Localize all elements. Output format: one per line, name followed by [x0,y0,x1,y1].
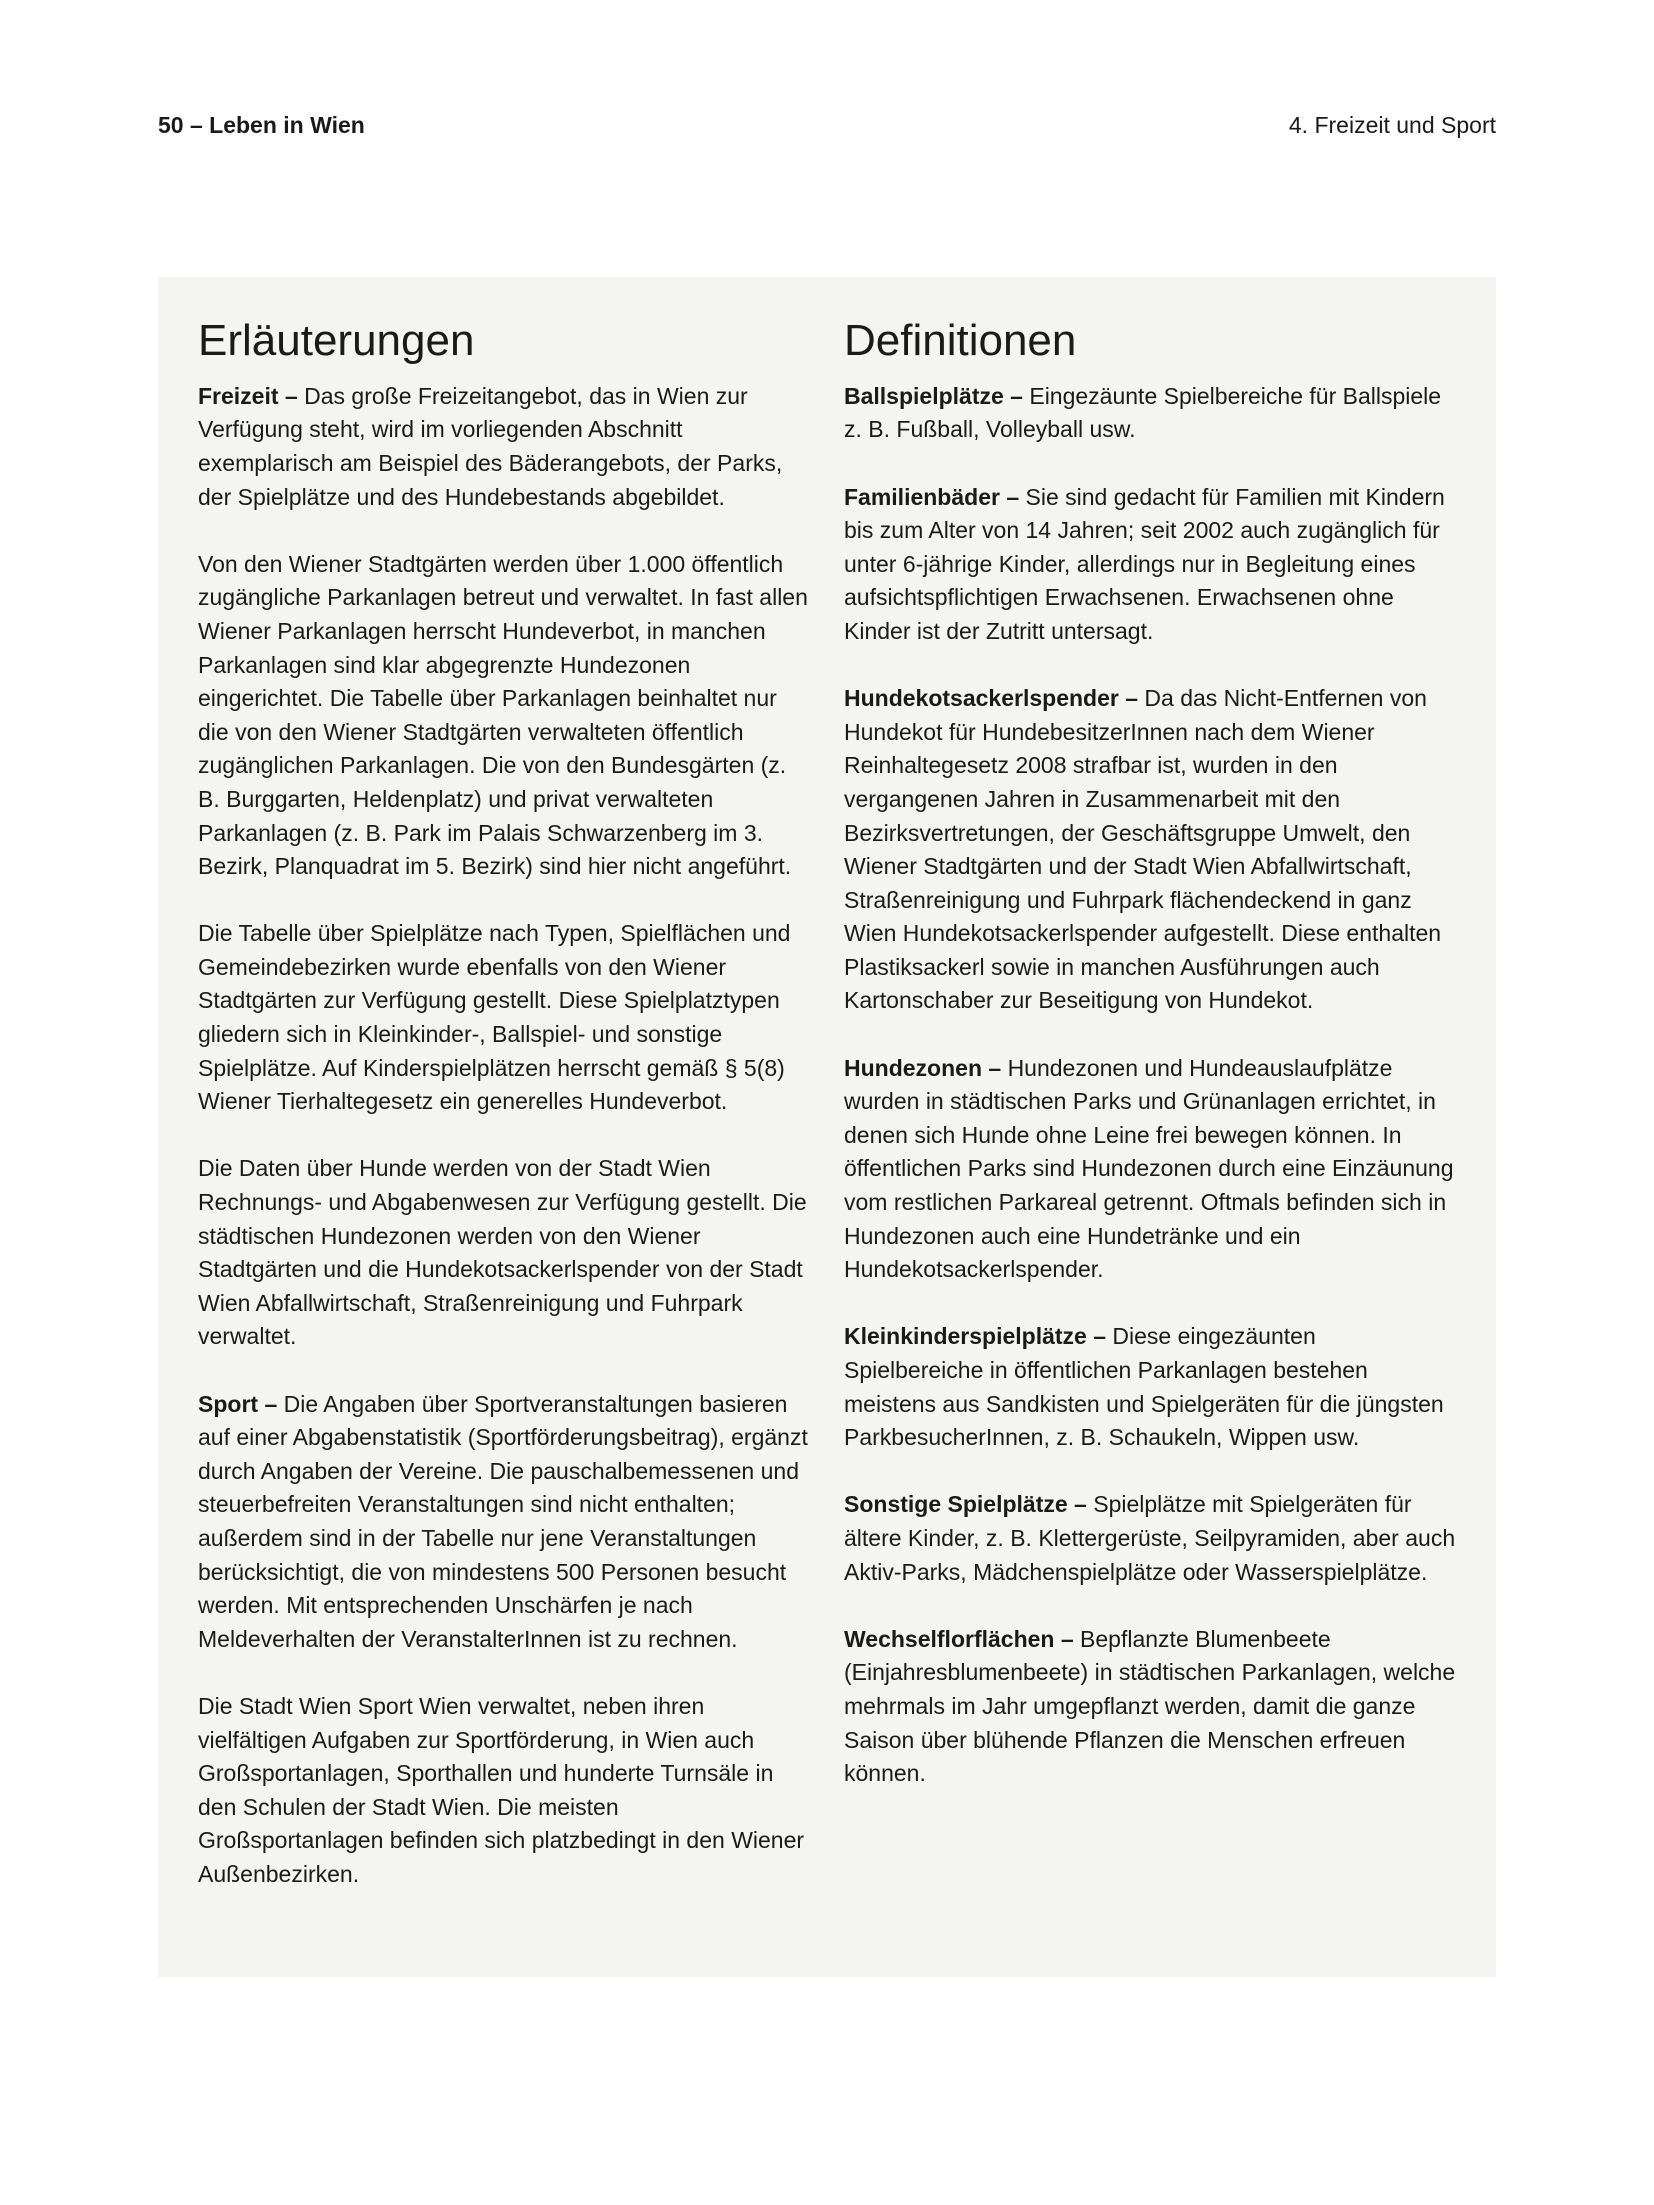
definition-term: Hundezonen – [844,1054,1008,1081]
paragraph [198,380,810,514]
paragraph-text: Das große Freizeitangebot, das in Wien zur Verfügung steht, wird im vorliegenden Abschnitt exemplarisch am Beispiel des Bäderangebots, der Parks, der Spielplätze und des Hundebestands abgebildet. [198,382,783,510]
definition [844,380,1456,447]
term: Freizeit – [198,382,305,409]
paragraph-text: Die Tabelle über Spielplätze nach Typen, Spielflächen und Gemeindebezirken wurde ebenfalls von den Wiener Stadtgärten zur Verfügung gestellt. Diese Spielplatztypen gliedern sich in Kleinkinder-, Ballspiel- und sonstige Spielplätze. Auf Kinderspielplätzen herrscht gemäß § 5(8) Wiener Tierhaltegesetz ein generelles Hundeverbot. [198,920,791,1115]
paragraph-text: Die Angaben über Sportveranstaltungen basieren auf einer Abgabenstatistik (Sportförderungsbeitrag), ergänzt durch Angaben der Vereine. Die pauschalbemessenen und steuerbefreiten Veranstaltungen sind nicht enthalten; außerdem sind in der Tabelle nur jene Veranstaltungen berücksichtigt, die von mindestens 500 Personen besucht werden. Mit entsprechenden Unschärfen je nach Meldeverhalten der VeranstalterInnen ist zu rechnen. [198,1390,808,1652]
explanations-column [198,315,810,1977]
definitions-column [844,315,1456,1977]
paragraph-text: Die Daten über Hunde werden von der Stadt Wien Rechnungs- und Abgabenwesen zur Verfügung gestellt. Die städtischen Hundezonen werden von den Wiener Stadtgärten und die Hundekotsackerlspender von der Stadt Wien Abfallwirtschaft, Straßenreinigung und Fuhrpark verwaltet. [198,1155,807,1350]
definition [844,481,1456,649]
definition-text: Hundezonen und Hundeauslaufplätze wurden in städtischen Parks und Grünanlagen errichtet, in denen sich Hunde ohne Leine frei bewegen können. In öffentlichen Parks sind Hundezonen durch eine Einzäunung vom restlichen Parkareal getrennt. Oftmals befinden sich in Hundezonen auch eine Hundetränke und ein Hundekotsackerlspender. [844,1054,1454,1283]
paragraph [198,917,810,1119]
definitions-heading: Definitionen [844,316,1077,365]
chapter-title: 4. Freizeit und Sport [1288,112,1496,138]
definition-text: Eingezäunte Spielbereiche für Ballspiele z. B. Fußball, Volleyball usw. [844,382,1442,443]
definition-term: Kleinkinderspielplätze – [844,1323,1113,1350]
paragraph [198,548,810,884]
definition [844,1623,1456,1791]
definition [844,682,1456,1018]
info-panel [158,277,1496,1977]
definition-term: Hundekotsackerlspender – [844,685,1145,712]
explanations-heading: Erläuterungen [198,316,475,365]
paragraph [198,1388,810,1657]
paragraph-text: Die Stadt Wien Sport Wien verwaltet, neben ihren vielfältigen Aufgaben zur Sportförderung, in Wien auch Großsportanlagen, Sporthallen und hunderte Turnsäle in den Schulen der Stadt Wien. Die meisten Großsportanlagen befinden sich platzbedingt in den Wiener Außenbezirken. [198,1692,805,1887]
definition [844,1320,1456,1454]
definition [844,1488,1456,1589]
definition [844,1052,1456,1287]
paragraph-text: Von den Wiener Stadtgärten werden über 1.000 öffentlich zugängliche Parkanlagen betreut und verwaltet. In fast allen Wiener Parkanlagen herrscht Hundeverbot, in manchen Parkanlagen sind klar abgegrenzte Hundezonen eingerichtet. Die Tabelle über Parkanlagen beinhaltet nur die von den Wiener Stadtgärten verwalteten öffentlich zugänglichen Parkanlagen. Die von den Bundesgärten (z. B. Burggarten, Heldenplatz) und privat verwalteten Parkanlagen (z. B. Park im Palais Schwarzenberg im 3. Bezirk, Planquadrat im 5. Bezirk) sind hier nicht angeführt. [198,550,808,880]
running-header [158,112,1496,139]
definition-term: Familienbäder – [844,483,1026,510]
definition-text: Da das Nicht-Entfernen von Hundekot für HundebesitzerInnen nach dem Wiener Reinhaltegesetz 2008 strafbar ist, wurden in den vergangenen Jahren in Zusammenarbeit mit den Bezirksvertretungen, der Geschäftsgruppe Umwelt, den Wiener Stadtgärten und der Stadt Wien Abfallwirtschaft, Straßenreinigung und Fuhrpark flächendeckend in ganz Wien Hundekotsackerlspender aufgestellt. Diese enthalten Plastiksackerl sowie in manchen Ausführungen auch Kartonschaber zur Beseitigung von Hundekot. [844,685,1442,1014]
paragraph [198,1152,810,1354]
definition-text: Spielplätze mit Spielgeräten für ältere Kinder, z. B. Klettergerüste, Seilpyramiden, aber auch Aktiv-Parks, Mädchenspielplätze oder Wasserspielplätze. [844,1491,1456,1585]
page-number-section: 50 – Leben in Wien [158,112,365,138]
definition-term: Wechselflorflächen – [844,1625,1081,1652]
definition-text: Bepflanzte Blumenbeete (Einjahresblumenbeete) in städtischen Parkanlagen, welche mehrmals im Jahr umgepflanzt werden, damit die ganze Saison über blühende Pflanzen die Menschen erfreuen können. [844,1625,1456,1787]
definition-term: Sonstige Spielplätze – [844,1491,1094,1518]
definition-text: Sie sind gedacht für Familien mit Kindern bis zum Alter von 14 Jahren; seit 2002 auch zugänglich für unter 6-jährige Kinder, allerdings nur in Begleitung eines aufsichtspflichtigen Erwachsenen. Erwachsenen ohne Kinder ist der Zutritt untersagt. [844,483,1445,644]
definition-term: Ballspielplätze – [844,382,1030,409]
term: Sport – [198,1390,284,1417]
paragraph [198,1690,810,1892]
definition-text: Diese eingezäunten Spielbereiche in öffentlichen Parkanlagen bestehen meistens aus Sandkisten und Spielgeräten für die jüngsten ParkbesucherInnen, z. B. Schaukeln, Wippen usw. [844,1323,1444,1451]
